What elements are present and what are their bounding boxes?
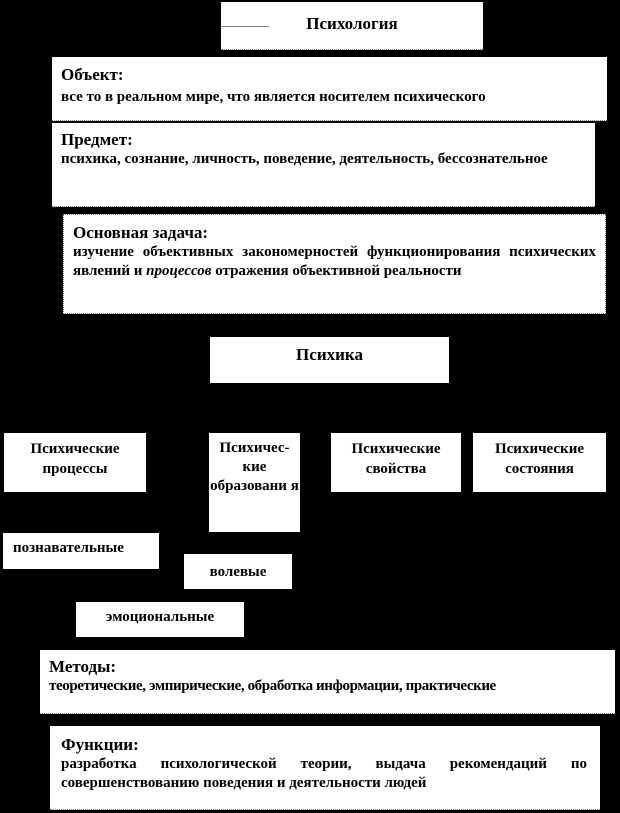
category-states: Психические состояния <box>473 433 606 492</box>
object-text: все то в реальном мире, что является носителем психического <box>61 89 486 105</box>
functions-text: разработка психологической теории, выдача рекомендаций по совершенствованию поведения и деятельности людей <box>61 756 587 791</box>
subject-text: психика, сознание, личность, поведение, деятельность, бессознательное <box>61 151 548 167</box>
main-task-box <box>63 214 606 314</box>
subject-box <box>52 123 595 207</box>
methods-heading: Методы: <box>49 657 117 676</box>
psyche-label: Психика <box>296 345 363 364</box>
process-volitional: волевые <box>184 554 292 589</box>
process-emotional: эмоциональные <box>76 602 244 637</box>
title-box <box>221 2 483 50</box>
psyche-box <box>210 337 449 383</box>
object-heading: Объект: <box>61 65 124 84</box>
object-box <box>52 57 607 121</box>
category-formations: Психичес-кие образовани я <box>209 433 300 532</box>
process-cognitive: познавательные <box>3 533 159 569</box>
main-task-text: изучение объективных закономерностей функционирования психических явлений и процессов отражения объективной реальности <box>73 244 596 279</box>
methods-box <box>40 650 615 714</box>
diagram-title: Психология <box>306 14 398 33</box>
methods-text: теоретические, эмпирические, обработка информации, практические <box>49 678 496 694</box>
main-task-italic: процессов <box>146 263 212 279</box>
subject-heading: Предмет: <box>61 130 133 149</box>
functions-heading: Функции: <box>61 735 139 754</box>
category-properties: Психические свойства <box>331 433 461 492</box>
functions-box <box>50 726 600 810</box>
main-task-heading: Основная задача: <box>73 223 209 242</box>
category-processes: Психические процессы <box>4 433 146 492</box>
